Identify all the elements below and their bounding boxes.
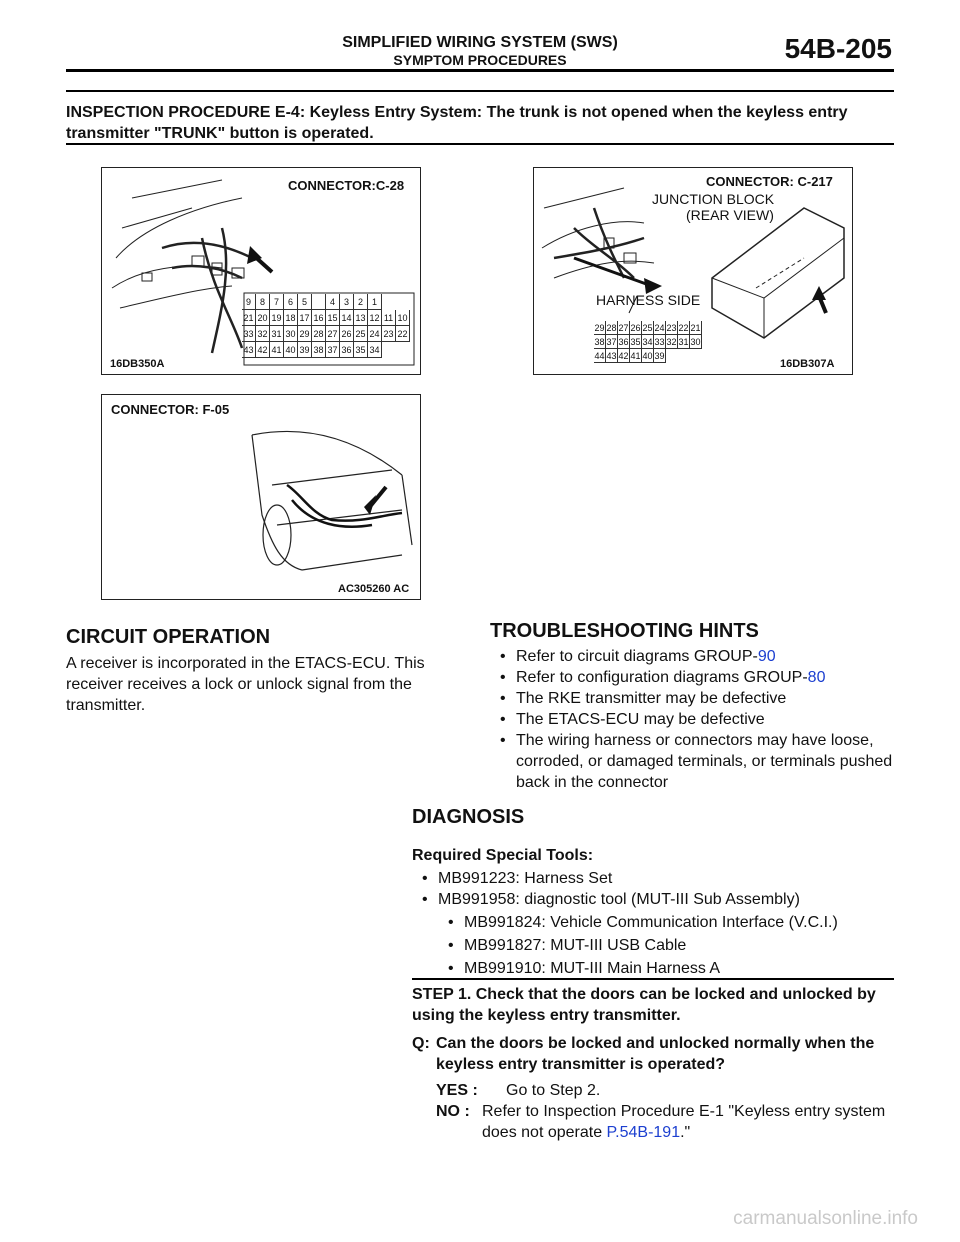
- yes-text: Go to Step 2.: [506, 1082, 601, 1099]
- group-80-link[interactable]: 80: [807, 669, 826, 686]
- pin-cell: 1: [368, 294, 382, 310]
- page-number: 54B-205: [784, 33, 892, 64]
- pin-cell: 39: [298, 342, 312, 358]
- f05-code-suffix: AC: [393, 583, 410, 595]
- pin-cell: 14: [340, 310, 354, 326]
- pin-cell: 23: [666, 323, 677, 333]
- pin-cell: 7: [270, 294, 284, 310]
- pin-cell: 10: [396, 310, 410, 326]
- pin-cell: 39: [654, 351, 665, 361]
- pin-cell: 15: [326, 310, 340, 326]
- pin-row: [594, 349, 710, 363]
- yes-answer: [436, 1080, 894, 1101]
- rear-view-label: (REAR VIEW): [686, 207, 774, 223]
- pin-cell: 20: [256, 310, 270, 326]
- pin-cell: 32: [666, 337, 677, 347]
- page-191-link[interactable]: P.54B-191: [606, 1124, 681, 1141]
- pin-cell: 36: [618, 337, 629, 347]
- pin-cell: 25: [642, 323, 653, 333]
- hint-item: • Refer to circuit diagrams GROUP-90: [500, 646, 894, 667]
- pin-cell: 35: [354, 342, 368, 358]
- pin-cell: 19: [270, 310, 284, 326]
- tool-item: • MB991223: Harness Set: [422, 868, 894, 889]
- pin-cell: 37: [326, 342, 340, 358]
- pin-cell: 34: [642, 337, 653, 347]
- pin-cell: 17: [298, 310, 312, 326]
- section-title: SIMPLIFIED WIRING SYSTEM (SWS): [342, 34, 618, 51]
- f05-code-main: AC305260: [338, 583, 391, 595]
- step-1: [412, 984, 894, 1143]
- no-label: NO :: [436, 1103, 470, 1120]
- pin-cell: [312, 294, 326, 310]
- pin-cell: 21: [242, 310, 256, 326]
- pin-cell: 34: [368, 342, 382, 358]
- pin-cell: 30: [284, 326, 298, 342]
- no-answer: [436, 1101, 894, 1143]
- pin-row: [242, 310, 420, 326]
- c217-pin-grid: [594, 321, 710, 363]
- question-label: Q:: [412, 1035, 430, 1052]
- pin-cell: 9: [242, 294, 256, 310]
- title-rule-top: [66, 90, 894, 92]
- c28-code: 16DB350A: [110, 358, 165, 370]
- pin-row: [242, 326, 420, 342]
- pin-row: [594, 321, 710, 335]
- c217-code: 16DB307A: [780, 358, 835, 370]
- header-rule: [66, 69, 894, 72]
- pin-cell: 3: [340, 294, 354, 310]
- procedure-title: INSPECTION PROCEDURE E-4: Keyless Entry System: The trunk is not opened when the keyless entry transmitter "TRUNK" button is operated.: [66, 104, 848, 142]
- pin-cell: 28: [606, 323, 617, 333]
- pin-cell: 43: [606, 351, 617, 361]
- required-tools-label: Required Special Tools:: [412, 847, 594, 864]
- pin-cell: 42: [618, 351, 629, 361]
- pin-cell: 6: [284, 294, 298, 310]
- pin-cell: 35: [630, 337, 641, 347]
- no-text: Refer to Inspection Procedure E-1 "Keyless entry system does not operate: [482, 1103, 886, 1141]
- pin-cell: 41: [270, 342, 284, 358]
- troubleshooting-hints-heading: TROUBLESHOOTING HINTS: [490, 620, 759, 642]
- pin-cell: 43: [242, 342, 256, 358]
- subtools-list: [448, 912, 894, 979]
- troubleshooting-hints-section: [490, 620, 894, 793]
- pin-row: [242, 294, 420, 310]
- pin-cell: 40: [284, 342, 298, 358]
- c217-caption: CONNECTOR: C-217: [706, 174, 833, 189]
- pin-cell: 26: [340, 326, 354, 342]
- f05-code: [338, 583, 409, 595]
- pin-cell: 33: [242, 326, 256, 342]
- pin-cell: 37: [606, 337, 617, 347]
- circuit-operation-text: A receiver is incorporated in the ETACS-ECU. This receiver receives a lock or unlock signal from the transmitter.: [66, 655, 425, 714]
- pin-cell: 27: [326, 326, 340, 342]
- pin-cell: 28: [312, 326, 326, 342]
- pin-cell: 38: [594, 337, 605, 347]
- pin-cell: 22: [396, 326, 410, 342]
- subtool-item: • MB991824: Vehicle Communication Interface (V.C.I.): [448, 912, 894, 933]
- pin-cell: 42: [256, 342, 270, 358]
- circuit-operation-section: [66, 626, 461, 716]
- pin-cell: 31: [678, 337, 689, 347]
- pin-row: [594, 335, 710, 349]
- pin-cell: 44: [594, 351, 605, 361]
- c28-pin-grid: [242, 294, 420, 358]
- step-1-question: [412, 1033, 894, 1075]
- pin-cell: 38: [312, 342, 326, 358]
- yes-label: YES :: [436, 1082, 478, 1099]
- junction-block-label: JUNCTION BLOCK: [652, 191, 775, 207]
- hint-item: • The wiring harness or connectors may have loose, corroded, or damaged terminals, or terminals pushed back in the connector: [500, 730, 894, 793]
- f05-illustration: [102, 395, 420, 599]
- figure-connector-c217: [533, 167, 853, 375]
- circuit-operation-heading: CIRCUIT OPERATION: [66, 626, 271, 648]
- no-tail: .": [680, 1124, 691, 1141]
- pin-cell: 24: [654, 323, 665, 333]
- pin-cell: 31: [270, 326, 284, 342]
- hint-item: • Refer to configuration diagrams GROUP-80: [500, 667, 894, 688]
- pin-cell: 2: [354, 294, 368, 310]
- pin-cell: 22: [678, 323, 689, 333]
- watermark: carmanualsonline.info: [733, 1208, 918, 1229]
- subtool-item: • MB991827: MUT-III USB Cable: [448, 935, 894, 956]
- pin-cell: 24: [368, 326, 382, 342]
- diagnosis-section: [412, 806, 894, 979]
- question-text: Can the doors be locked and unlocked normally when the keyless entry transmitter is operated?: [436, 1035, 875, 1073]
- pin-cell: 5: [298, 294, 312, 310]
- step-1-title: STEP 1. Check that the doors can be locked and unlocked by using the keyless entry transmitter.: [412, 986, 876, 1024]
- c28-caption: CONNECTOR:C-28: [288, 178, 405, 193]
- pin-cell: 36: [340, 342, 354, 358]
- pin-cell: 8: [256, 294, 270, 310]
- pin-cell: 11: [382, 310, 396, 326]
- pin-cell: 16: [312, 310, 326, 326]
- hint-item: • The RKE transmitter may be defective: [500, 688, 894, 709]
- pin-cell: 4: [326, 294, 340, 310]
- pin-row: [242, 342, 420, 358]
- hint-item: • The ETACS-ECU may be defective: [500, 709, 894, 730]
- f05-caption: CONNECTOR: F-05: [111, 402, 230, 417]
- harness-side-label: HARNESS SIDE: [596, 292, 701, 308]
- pin-cell: 27: [618, 323, 629, 333]
- pin-cell: 33: [654, 337, 665, 347]
- title-rule-bottom: [66, 143, 894, 145]
- pin-cell: 25: [354, 326, 368, 342]
- diagnosis-heading: DIAGNOSIS: [412, 806, 525, 828]
- pin-cell: 32: [256, 326, 270, 342]
- tool-item: • MB991958: diagnostic tool (MUT-III Sub Assembly): [422, 889, 894, 910]
- pin-cell: 29: [298, 326, 312, 342]
- pin-cell: 13: [354, 310, 368, 326]
- step-rule: [412, 978, 894, 980]
- pin-cell: 41: [630, 351, 641, 361]
- section-subtitle: SYMPTOM PROCEDURES: [393, 52, 567, 68]
- pin-cell: 12: [368, 310, 382, 326]
- pin-cell: 18: [284, 310, 298, 326]
- hints-list: [500, 646, 894, 793]
- figure-connector-f05: [101, 394, 421, 600]
- subtool-item: • MB991910: MUT-III Main Harness A: [448, 958, 894, 979]
- tools-list: [422, 868, 894, 910]
- pin-cell: 21: [690, 323, 701, 333]
- pin-cell: 40: [642, 351, 653, 361]
- pin-cell: 30: [690, 337, 701, 347]
- figure-connector-c28: [101, 167, 421, 375]
- group-90-link[interactable]: 90: [757, 648, 776, 665]
- pin-cell: 29: [594, 323, 605, 333]
- pin-cell: 23: [382, 326, 396, 342]
- pin-cell: 26: [630, 323, 641, 333]
